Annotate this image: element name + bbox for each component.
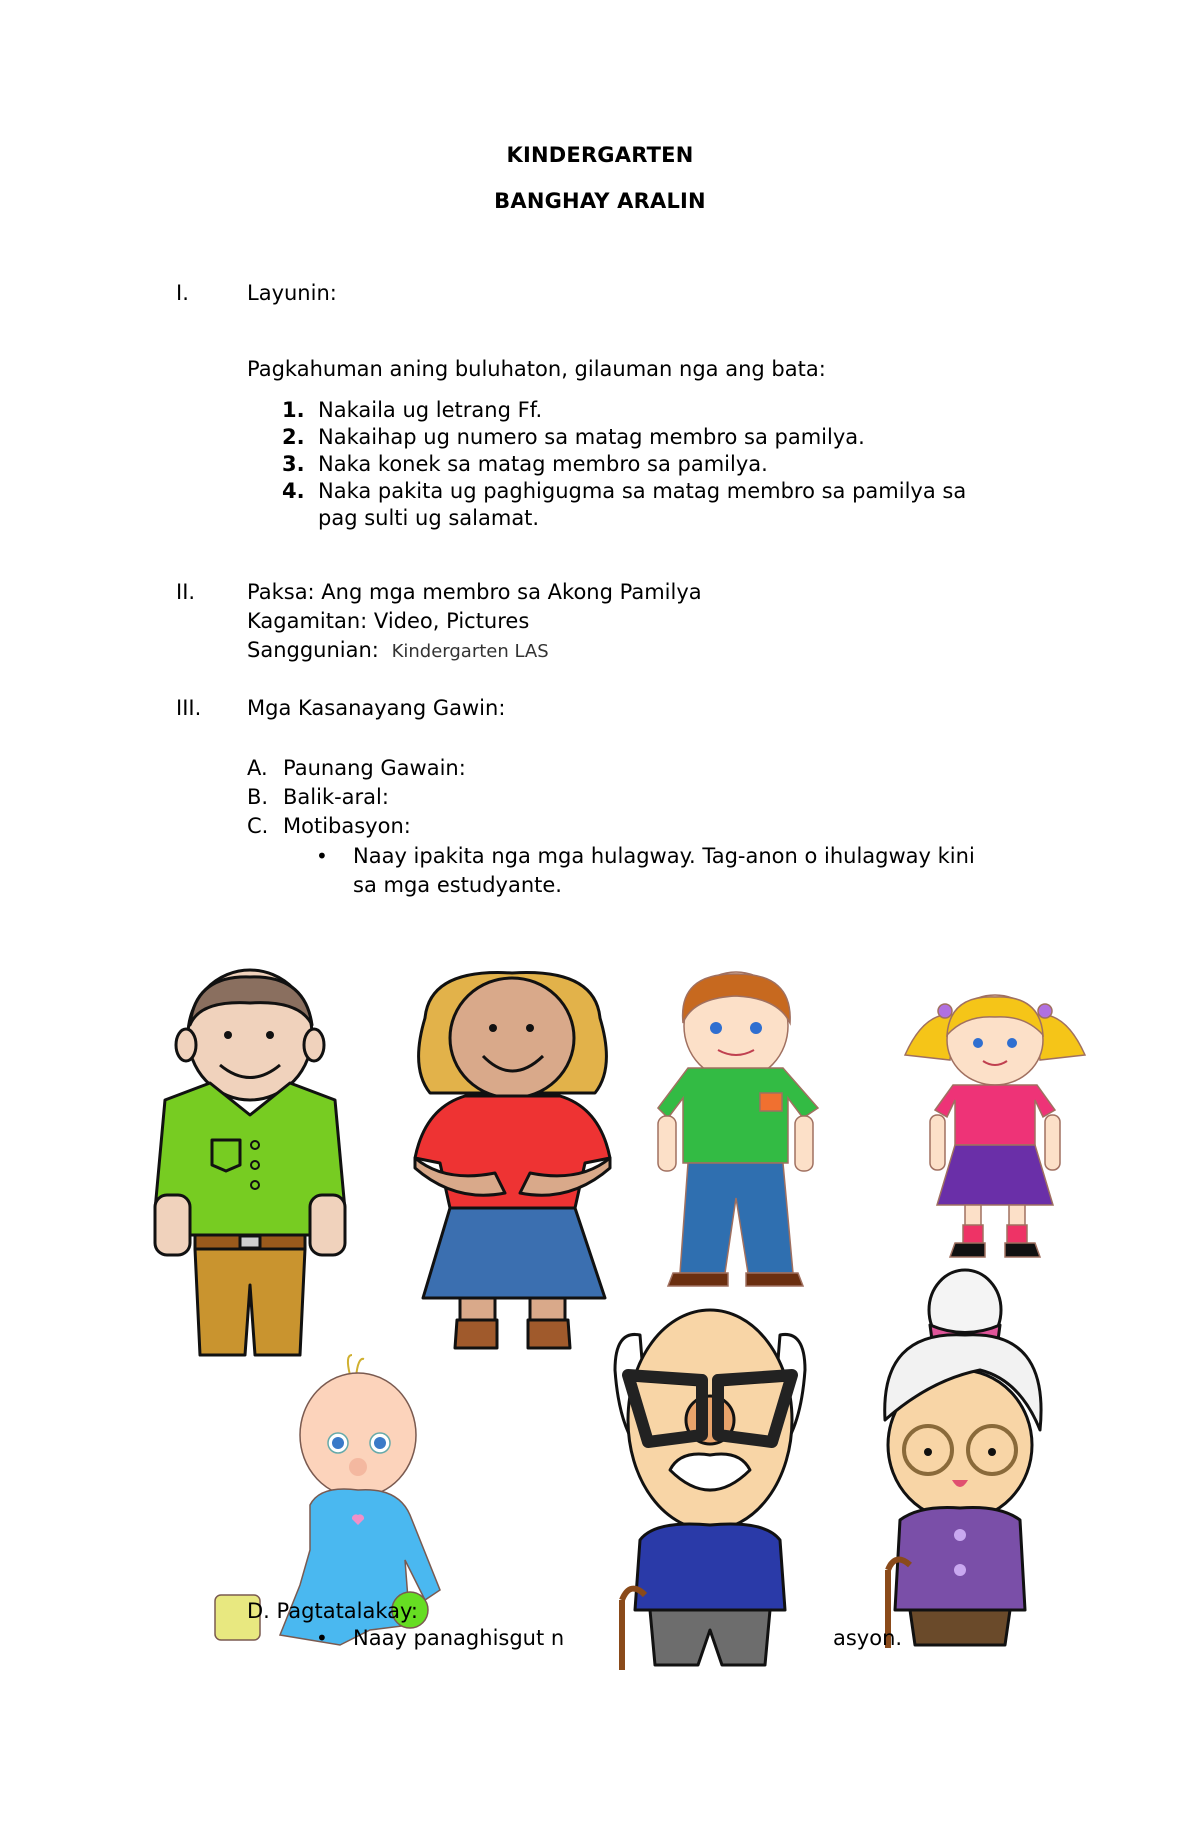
- objective-number: 3.: [282, 452, 305, 476]
- father-illustration: [140, 965, 360, 1355]
- objective-number: 4.: [282, 479, 305, 503]
- sanggunian-value: Kindergarten LAS: [391, 641, 549, 662]
- section-3-heading: Mga Kasanayang Gawin:: [247, 696, 506, 720]
- section-3-roman: III.: [176, 696, 202, 720]
- activity-text: Motibasyon:: [283, 814, 411, 838]
- brother-illustration: [628, 968, 843, 1288]
- objective-item: [282, 451, 768, 478]
- activity-item: [247, 784, 389, 811]
- activity-text: Balik-aral:: [283, 785, 389, 809]
- pagtatalakay-bullet-text-end: asyon.: [833, 1626, 903, 1650]
- sanggunian-label: Sanggunian:: [247, 638, 379, 662]
- objective-number: 2.: [282, 425, 305, 449]
- objective-text: Naka pakita ug paghigugma sa matag membro sa pamilya sa: [318, 479, 967, 503]
- objectives-intro: Pagkahuman aning buluhaton, gilauman nga ang bata:: [247, 357, 826, 381]
- objective-item: [282, 478, 966, 505]
- objective-text-continued: pag sulti ug salamat.: [318, 506, 540, 530]
- paksa-line: Paksa: Ang mga membro sa Akong Pamilya: [247, 580, 702, 604]
- pagtatalakay-text: Pagtatalakay:: [276, 1599, 419, 1623]
- motibasyon-text-continued: sa mga estudyante.: [353, 873, 562, 897]
- activity-letter: B.: [247, 785, 269, 809]
- section-1-heading: Layunin:: [247, 281, 337, 305]
- sister-illustration: [895, 985, 1095, 1265]
- bullet-icon: •: [316, 844, 328, 868]
- activity-item: [247, 755, 466, 782]
- mother-illustration: [405, 968, 620, 1348]
- kagamitan-line: Kagamitan: Video, Pictures: [247, 609, 530, 633]
- objective-text: Nakaihap ug numero sa matag membro sa pamilya.: [318, 425, 865, 449]
- grandfather-illustration: [610, 1310, 820, 1670]
- grandmother-illustration: [870, 1270, 1050, 1650]
- objective-text: Nakaila ug letrang Ff.: [318, 398, 543, 422]
- pagtatalakay-letter: D.: [247, 1599, 270, 1623]
- section-2-roman: II.: [176, 580, 196, 604]
- section-1-roman: I.: [176, 281, 189, 305]
- activity-letter: C.: [247, 814, 269, 838]
- activity-item: [247, 813, 411, 840]
- objective-text: Naka konek sa matag membro sa pamilya.: [318, 452, 768, 476]
- objective-number: 1.: [282, 398, 305, 422]
- objective-item: [282, 424, 865, 451]
- motibasyon-text: Naay ipakita nga mga hulagway. Tag-anon o ihulagway kini: [353, 844, 975, 868]
- activity-letter: A.: [247, 756, 268, 780]
- pagtatalakay-bullet-text-start: Naay panaghisgut n: [353, 1626, 565, 1650]
- activity-text: Paunang Gawain:: [283, 756, 466, 780]
- bullet-icon: •: [316, 1626, 328, 1650]
- document-subtitle: BANGHAY ARALIN: [494, 189, 706, 213]
- sanggunian-line: [247, 637, 549, 665]
- pagtatalakay-item: [247, 1598, 418, 1625]
- document-title: KINDERGARTEN: [506, 143, 694, 167]
- objective-item: [282, 397, 542, 424]
